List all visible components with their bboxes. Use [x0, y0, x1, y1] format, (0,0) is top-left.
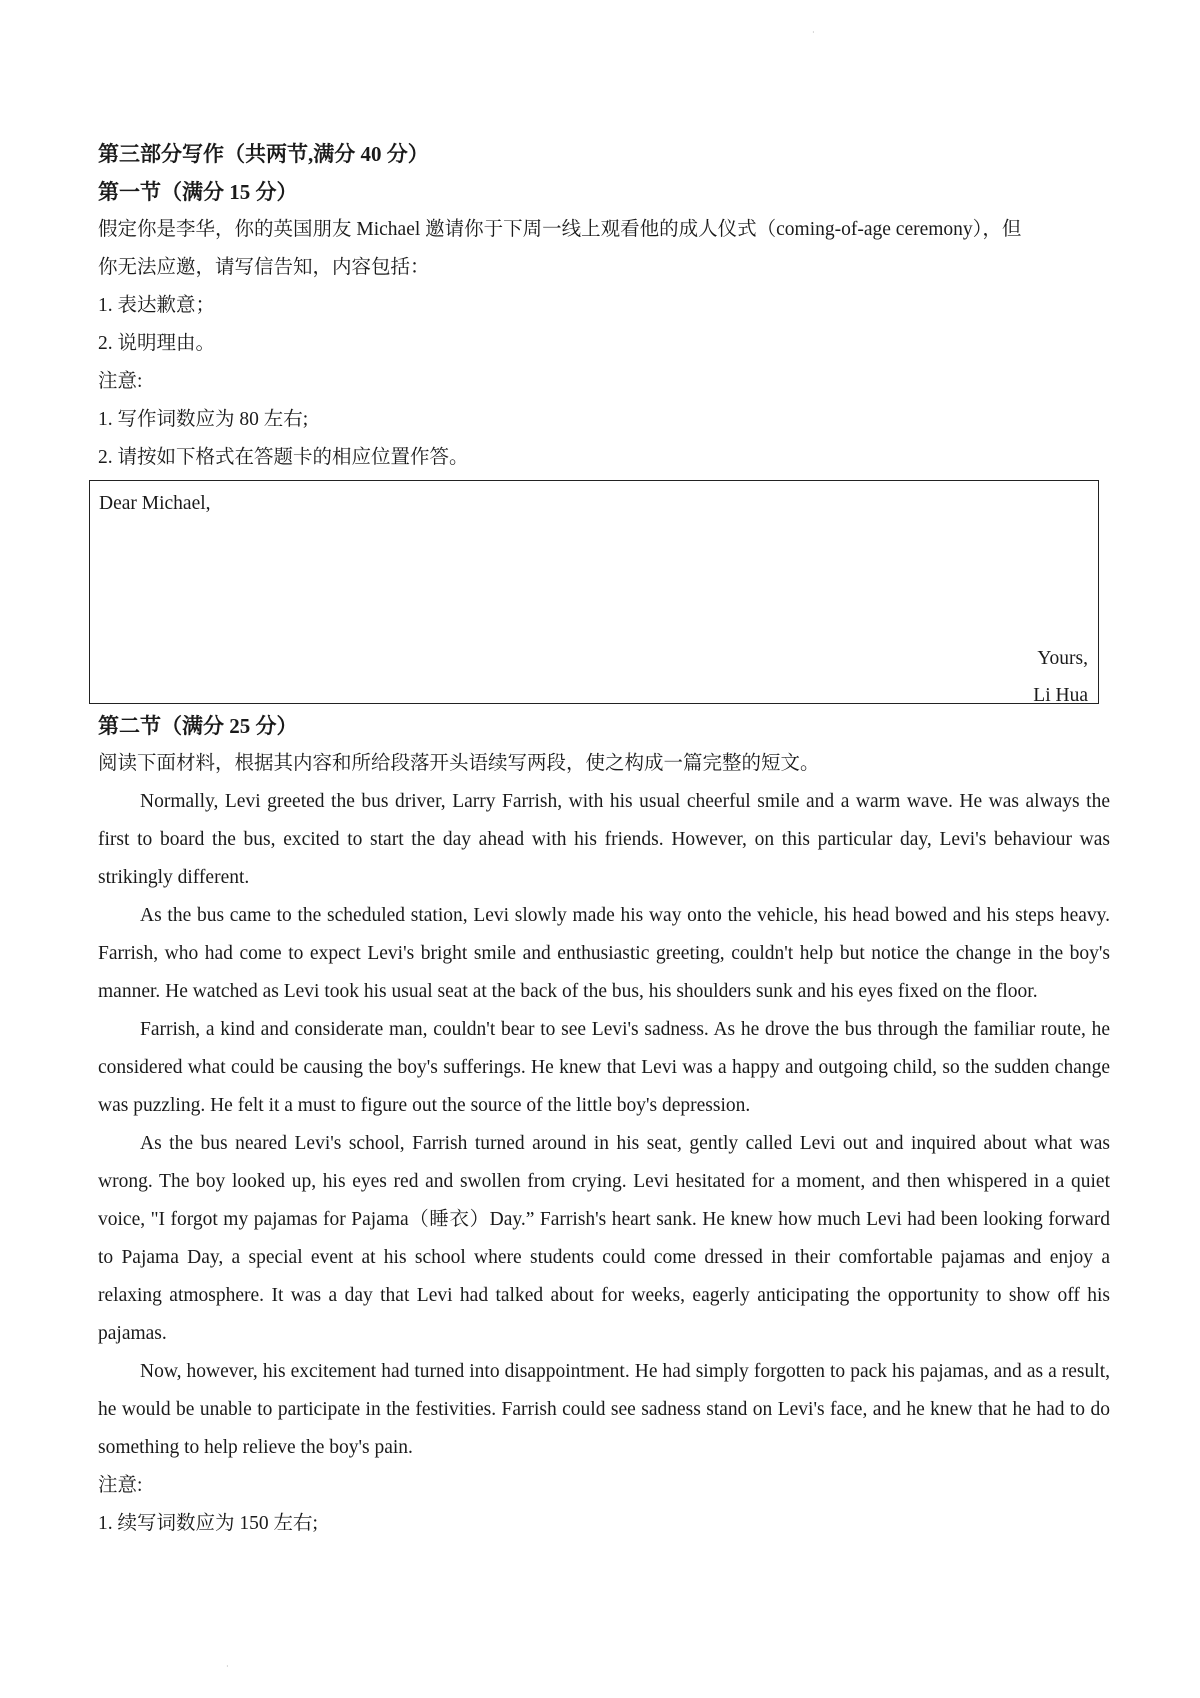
- letter-greeting: Dear Michael,: [99, 493, 211, 514]
- section1-prompt-line: 假定你是李华，你的英国朋友 Michael 邀请你于下周一线上观看他的成人仪式（coming-of-age ceremony），但: [98, 219, 1022, 240]
- notes-label: 注意:: [98, 1475, 143, 1496]
- story-paragraph: Normally, Levi greeted the bus driver, Larry Farrish, with his usual cheerful smile and a warm wave. He was always the first to board the bus, excited to start the day ahead with his friends. However, on this particular day, Levi's behaviour was strikingly different.: [98, 791, 1110, 888]
- story-paragraph: Farrish, a kind and considerate man, couldn't bear to see Levi's sadness. As he drove the bus through the familiar route, he considered what could be causing the boy's sufferings. He knew that Levi was a happy and outgoing child, so the sudden change was puzzling. He felt it a must to figure out the source of the little boy's depression.: [98, 1019, 1110, 1116]
- story-paragraph: Now, however, his excitement had turned into disappointment. He had simply forgotten to pack his pajamas, and as a result, he would be unable to participate in the festivities. Farrish could see sadness stand on Levi's face, and he knew that he had to do something to help relieve the boy's pain.: [98, 1361, 1110, 1458]
- notes-label: 注意:: [98, 371, 143, 392]
- note-item: 2. 请按如下格式在答题卡的相应位置作答。: [98, 447, 469, 468]
- part-title: 第三部分写作（共两节,满分 40 分）: [98, 142, 429, 166]
- section1-title: 第一节（满分 15 分）: [98, 180, 298, 204]
- content-item: 1. 表达歉意；: [98, 295, 216, 316]
- letter-answer-box: [89, 480, 1099, 704]
- note-item: 1. 续写词数应为 150 左右;: [98, 1513, 318, 1534]
- story-paragraph: As the bus neared Levi's school, Farrish turned around in his seat, gently called Levi out and inquired about what was wrong. The boy looked up, his eyes red and swollen from crying. Levi hesitated for a moment, and then whispered in a quiet voice, "I forgot my pajamas for Pajama（睡衣）Day.” Farrish's heart sank. He knew how much Levi had been looking forward to Pajama Day, a special event at his school where students could come dressed in their comfortable pajamas and enjoy a relaxing atmosphere. It was a day that Levi had talked about for weeks, eagerly anticipating the opportunity to show off his pajamas.: [98, 1133, 1110, 1344]
- content-item: 2. 说明理由。: [98, 333, 216, 354]
- section2-instruction: 阅读下面材料，根据其内容和所给段落开头语续写两段，使之构成一篇完整的短文。: [98, 753, 820, 774]
- section1-prompt-line: 你无法应邀，请写信告知，内容包括：: [98, 257, 430, 278]
- letter-closing: Yours,: [1037, 648, 1088, 669]
- note-item: 1. 写作词数应为 80 左右;: [98, 409, 309, 430]
- exam-page: [98, 135, 1110, 1543]
- story-paragraph: As the bus came to the scheduled station, Levi slowly made his way onto the vehicle, his head bowed and his steps heavy. Farrish, who had come to expect Levi's bright smile and enthusiastic greeting, couldn't help but notice the change in the boy's manner. He watched as Levi took his usual seat at the back of the bus, his shoulders sunk and his eyes fixed on the floor.: [98, 905, 1110, 1002]
- section2-title: 第二节（满分 25 分）: [98, 714, 298, 738]
- scan-dot: ·: [812, 28, 815, 37]
- scan-dot: ·: [226, 1662, 229, 1671]
- letter-signature: Li Hua: [1033, 685, 1088, 706]
